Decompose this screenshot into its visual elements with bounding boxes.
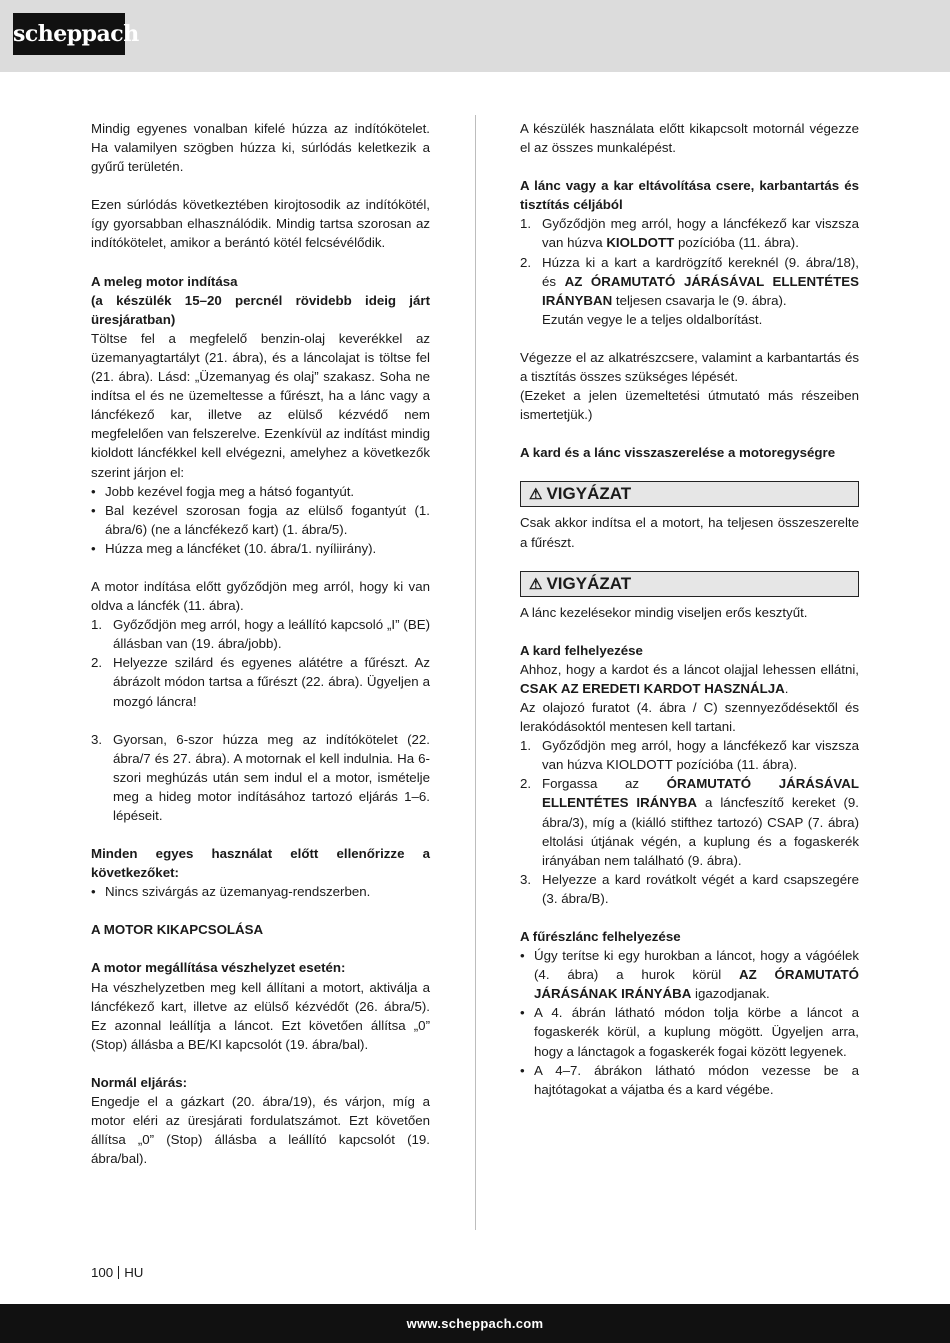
page-number: 100 HU	[91, 1265, 144, 1280]
section-subheading: (a készülék 15–20 percnél rövidebb ideig járt üresjáratban)	[91, 292, 430, 327]
page-header	[0, 0, 950, 72]
paragraph: A motor indítása előtt győződjön meg arról, hogy ki van oldva a láncfék (11. ábra).	[91, 578, 430, 614]
paragraph: Töltse fel a megfelelő benzin-olaj keverékkel az üzemanyagtartályt (21. ábra), és a láncolajat is töltse fel (21. ábra). Lásd: „Üzemanyag és olaj” szakasz. Soha ne indítsa el és ne üzemeltesse a fűrészt, ha a lánc vagy a láncfékező kar, illetve az elülső kézvédő nem megfelelően van felszerelve. Ezenkívül az indítást mindig kioldott láncfékkel kell elvégezni, amelyhez a következők szerint járjon el:	[91, 330, 430, 480]
bullet-list	[520, 946, 859, 1099]
paragraph: Az olajozó furatot (4. ábra / C) szennyeződésektől és lerakódásoktól mentesen kell tartani.	[520, 699, 859, 735]
list-item: • A 4. ábrán látható módon tolja körbe a láncot a fogaskerék körül, a kuplung mögött. Ügyeljen arra, hogy a lánctagok a fogaskerék fogai között legyenek.	[520, 1005, 859, 1059]
section-heading-normal: Normál eljárás:	[91, 1074, 188, 1090]
list-item: • Nincs szivárgás az üzemanyag-rendszerben.	[91, 884, 371, 900]
warning-icon: ⚠	[529, 575, 543, 593]
bullet-list	[91, 482, 430, 558]
left-column	[91, 119, 430, 1168]
section-heading-emergency: A motor megállítása vészhelyzet esetén:	[91, 960, 346, 976]
list-item: 2. Helyezze szilárd és egyenes alátétre a fűrészt. Az ábrázolt módon tartsa a fűrészt (22. ábra). Ügyeljen a mozgó láncra!	[91, 655, 430, 709]
section-heading-removal: A lánc vagy a kar eltávolítása csere, karbantartás és tisztítás céljából	[520, 178, 859, 213]
warning-icon: ⚠	[529, 486, 543, 504]
section-heading-reassembly: A kard és a lánc visszaszerelése a motoregységre	[520, 445, 836, 461]
warning-box: ⚠ VIGYÁZAT	[520, 481, 859, 507]
paragraph: Engedje el a gázkart (20. ábra/19), és várjon, míg a motor eléri az üresjárati fordulatszámot. Ezt követően állítsa „0” (Stop) állásba a leállító kapcsolót (19. ábra/bal).	[91, 1094, 430, 1167]
list-item: 2. Húzza ki a kart a kardrögzítő kereknél (9. ábra/18), és AZ ÓRAMUTATÓ JÁRÁSÁVAL ELLENTÉTES IRÁNYBAN teljesen csavarja le (9. ábra).	[520, 254, 859, 308]
section-heading-bar-mount: A kard felhelyezése	[520, 642, 643, 658]
paragraph: (Ezeket a jelen üzemeltetési útmutató más részeiben ismertetjük.)	[520, 388, 859, 423]
bullet-list	[91, 882, 430, 901]
list-item: • Bal kezével szorosan fogja az elülső fogantyút (1. ábra/6) (ne a láncfékező kart) (1. ábra/5).	[91, 502, 430, 537]
numbered-list	[520, 736, 859, 908]
paragraph: Csak akkor indítsa el a motort, ha teljesen összeszerelte a fűrészt.	[520, 515, 859, 550]
list-item: 3. Gyorsan, 6-szor húzza meg az indítókötelet (22. ábra/7 és 27. ábra). A motornak el kell indulnia. Ha 6-szori meghúzás után sem indul el a motor, ismételje meg a hideg motor indításához tartozó eljárás 1–6. lépéseit.	[91, 731, 430, 823]
list-item: 1. Győződjön meg arról, hogy a láncfékező kar viszsza van húzva KIOLDOTT pozícióba (11. ábra).	[520, 738, 859, 773]
numbered-list	[520, 214, 859, 309]
paragraph: Ahhoz, hogy a kardot és a láncot olajjal lehessen ellátni, CSAK AZ EREDETI KARDOT HASZNÁLJA.	[520, 661, 859, 696]
column-divider	[475, 115, 476, 1230]
section-heading-chain-mount: A fűrészlánc felhelyezése	[520, 929, 681, 944]
right-column	[520, 119, 859, 1099]
paragraph: Ha vészhelyzetben meg kell állítani a motort, aktiválja a láncfékező kart, illetve az elülső kézvédőt (26. ábra/5). Ez azonnal leállítja a láncot. Ezt követően állítsa „0” (Stop) állásba a BE/KI kapcsolót (19. ábra/bal).	[91, 979, 430, 1052]
section-heading-check: Minden egyes használat előtt ellenőrizze a következőket:	[91, 846, 430, 881]
paragraph: A lánc kezelésekor mindig viseljen erős kesztyűt.	[520, 604, 808, 620]
list-item: • Úgy terítse ki egy hurokban a láncot, hogy a vágóélek (4. ábra) a hurok körül AZ ÓRAMUTATÓ JÁRÁSÁNAK IRÁNYÁBA igazodjanak.	[520, 948, 859, 1002]
section-heading-engine-off: A MOTOR KIKAPCSOLÁSA	[91, 922, 264, 938]
list-item: • A 4–7. ábrákon látható módon vezesse be a hajtótagokat a vájatba és a kard végébe.	[520, 1062, 859, 1097]
list-item: 3. Helyezze a kard rovátkolt végét a kard csapszegére (3. ábra/B).	[520, 871, 859, 906]
paragraph: Mindig egyenes vonalban kifelé húzza az indítókötelet. Ha valamilyen szögben húzza ki, súrlódás keletkezik a gyűrű területén.	[91, 121, 430, 175]
paragraph: A készülék használata előtt kikapcsolt motornál végezze el az összes munkalépést.	[520, 121, 859, 156]
paragraph: Végezze el az alkatrészcsere, valamint a karbantartás és a tisztítás összes szükséges lépését.	[520, 349, 859, 385]
list-item: • Húzza meg a láncféket (10. ábra/1. nyíliirány).	[91, 540, 377, 556]
paragraph: Ezen súrlódás következtében kirojtosodik az indítókötél, így gyorsabban elhasználódik. Mindig tartsa szorosan az indítókötelet, amikor a berántó kötél felcsévélődik.	[91, 197, 430, 251]
warning-box: ⚠ VIGYÁZAT	[520, 571, 859, 597]
list-item: 1. Győződjön meg arról, hogy a leállító kapcsoló „I” (BE) állásban van (19. ábra/jobb).	[91, 617, 430, 652]
list-item: • Jobb kezével fogja meg a hátsó fogantyút.	[91, 483, 355, 499]
numbered-list	[91, 615, 430, 825]
website-url: www.scheppach.com	[406, 1316, 544, 1331]
list-item: 2. Forgassa az ÓRAMUTATÓ JÁRÁSÁVAL ELLENTÉTES IRÁNYBA a láncfeszítő kereket (9. ábra/3), míg a (kiálló stifthez tartozó) CSAP (7. ábra) eltolási útjának végén, a kuplung és a fogaskerék irányában nem található (9. ábra).	[520, 776, 859, 868]
page-footer	[0, 1304, 950, 1343]
list-item: 1. Győződjön meg arról, hogy a láncfékező kar viszsza van húzva KIOLDOTT pozícióba (11. ábra).	[520, 216, 859, 251]
scheppach-logo: scheppach	[13, 13, 125, 55]
section-heading-warm-start: A meleg motor indítása	[91, 273, 238, 289]
paragraph: Ezután vegye le a teljes oldalborítást.	[542, 311, 763, 327]
